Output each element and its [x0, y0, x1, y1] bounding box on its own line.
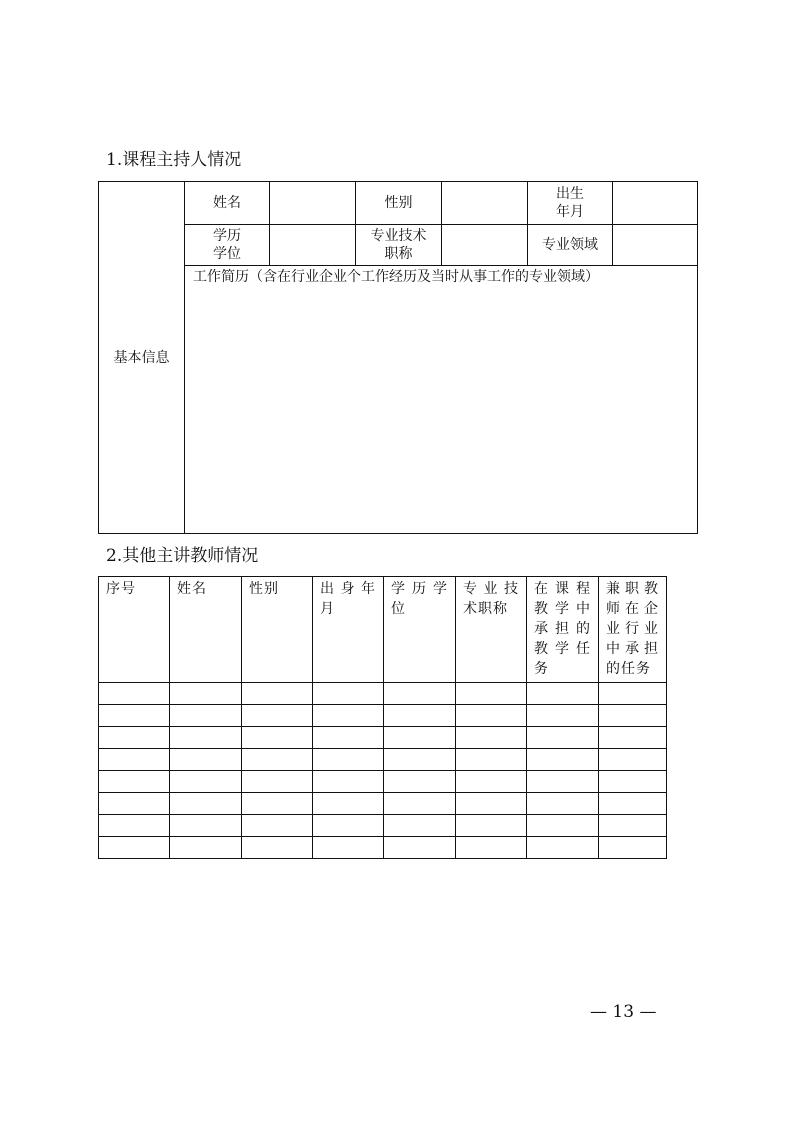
- table-row: [99, 771, 667, 793]
- table-cell[interactable]: [242, 837, 313, 859]
- gender-label: 性别: [356, 182, 442, 225]
- host-info-table: [98, 181, 698, 534]
- col-header-course-task: 在课程教学中承担的教学任务: [527, 577, 599, 683]
- table-cell[interactable]: [242, 771, 313, 793]
- col-header-title: 专业技术职称: [456, 577, 527, 683]
- work-history-cell[interactable]: [185, 266, 698, 534]
- table-cell[interactable]: [99, 705, 170, 727]
- table-cell[interactable]: [599, 705, 667, 727]
- field-value-cell[interactable]: [613, 225, 698, 266]
- col-header-index: 序号: [99, 577, 170, 683]
- section1-heading: 1.课程主持人情况: [106, 150, 242, 170]
- table-cell[interactable]: [313, 705, 384, 727]
- basic-info-label: 基本信息: [99, 182, 185, 534]
- table-cell[interactable]: [384, 837, 456, 859]
- col-header-birth: 出身年月: [313, 577, 384, 683]
- table-cell[interactable]: [242, 705, 313, 727]
- table-cell[interactable]: [456, 815, 527, 837]
- table-cell[interactable]: [242, 749, 313, 771]
- table-cell[interactable]: [527, 771, 599, 793]
- field-label: 专业领域: [528, 225, 613, 266]
- table-cell[interactable]: [527, 793, 599, 815]
- table-cell[interactable]: [99, 793, 170, 815]
- table-cell[interactable]: [527, 749, 599, 771]
- name-value-cell[interactable]: [270, 182, 356, 225]
- degree-label: 学历 学位: [185, 225, 270, 266]
- table-cell[interactable]: [170, 727, 242, 749]
- table-row: [99, 749, 667, 771]
- table-row: [99, 727, 667, 749]
- table-cell[interactable]: [99, 837, 170, 859]
- page-number: — 13 —: [590, 1002, 657, 1022]
- teachers-body: [99, 683, 667, 859]
- table-cell[interactable]: [170, 837, 242, 859]
- degree-value-cell[interactable]: [270, 225, 356, 266]
- birth-value-cell[interactable]: [613, 182, 698, 225]
- table-cell[interactable]: [313, 683, 384, 705]
- table-cell[interactable]: [384, 793, 456, 815]
- table-cell[interactable]: [599, 793, 667, 815]
- table-cell[interactable]: [99, 683, 170, 705]
- table-cell[interactable]: [313, 837, 384, 859]
- table-row: [99, 815, 667, 837]
- section2-heading: 2.其他主讲教师情况: [106, 546, 259, 566]
- teachers-header-row: [99, 577, 667, 683]
- table-cell[interactable]: [456, 727, 527, 749]
- table-cell[interactable]: [170, 793, 242, 815]
- table-cell[interactable]: [99, 749, 170, 771]
- col-header-name: 姓名: [170, 577, 242, 683]
- table-cell[interactable]: [313, 815, 384, 837]
- table-cell[interactable]: [242, 683, 313, 705]
- table-cell[interactable]: [527, 815, 599, 837]
- table-cell[interactable]: [527, 705, 599, 727]
- table-cell[interactable]: [170, 815, 242, 837]
- table-cell[interactable]: [170, 705, 242, 727]
- table-cell[interactable]: [527, 727, 599, 749]
- table-cell[interactable]: [599, 749, 667, 771]
- table-cell[interactable]: [599, 771, 667, 793]
- table-cell[interactable]: [170, 683, 242, 705]
- teachers-table: [98, 576, 667, 859]
- table-row: [99, 705, 667, 727]
- table-cell[interactable]: [384, 749, 456, 771]
- table-cell[interactable]: [456, 749, 527, 771]
- table-cell[interactable]: [384, 727, 456, 749]
- col-header-industry-task: 兼职教师在企业行业中承担的任务: [599, 577, 667, 683]
- col-header-gender: 性别: [242, 577, 313, 683]
- table-cell[interactable]: [599, 815, 667, 837]
- title-label: 专业技术 职称: [356, 225, 442, 266]
- table-cell[interactable]: [242, 793, 313, 815]
- table-cell[interactable]: [384, 815, 456, 837]
- table-cell[interactable]: [242, 727, 313, 749]
- table-cell[interactable]: [599, 683, 667, 705]
- table-cell[interactable]: [456, 771, 527, 793]
- table-row: [99, 683, 667, 705]
- table-cell[interactable]: [99, 771, 170, 793]
- table-cell[interactable]: [99, 815, 170, 837]
- table-cell[interactable]: [384, 771, 456, 793]
- table-cell[interactable]: [527, 837, 599, 859]
- table-cell[interactable]: [170, 771, 242, 793]
- name-label: 姓名: [185, 182, 270, 225]
- table-cell[interactable]: [313, 793, 384, 815]
- table-cell[interactable]: [170, 749, 242, 771]
- work-history-label: 工作简历（含在行业企业个工作经历及当时从事工作的专业领域）: [193, 269, 599, 285]
- table-cell[interactable]: [384, 705, 456, 727]
- table-cell[interactable]: [456, 837, 527, 859]
- table-cell[interactable]: [456, 683, 527, 705]
- table-row: [99, 837, 667, 859]
- table-cell[interactable]: [313, 727, 384, 749]
- table-cell[interactable]: [99, 727, 170, 749]
- table-cell[interactable]: [599, 727, 667, 749]
- gender-value-cell[interactable]: [442, 182, 528, 225]
- table-cell[interactable]: [313, 771, 384, 793]
- table-row: [99, 793, 667, 815]
- birth-label: 出生 年月: [528, 182, 613, 225]
- table-cell[interactable]: [599, 837, 667, 859]
- title-value-cell[interactable]: [442, 225, 528, 266]
- table-cell[interactable]: [313, 749, 384, 771]
- table-cell[interactable]: [527, 683, 599, 705]
- col-header-degree: 学历学位: [384, 577, 456, 683]
- table-cell[interactable]: [456, 793, 527, 815]
- table-cell[interactable]: [456, 705, 527, 727]
- table-cell[interactable]: [384, 683, 456, 705]
- table-cell[interactable]: [242, 815, 313, 837]
